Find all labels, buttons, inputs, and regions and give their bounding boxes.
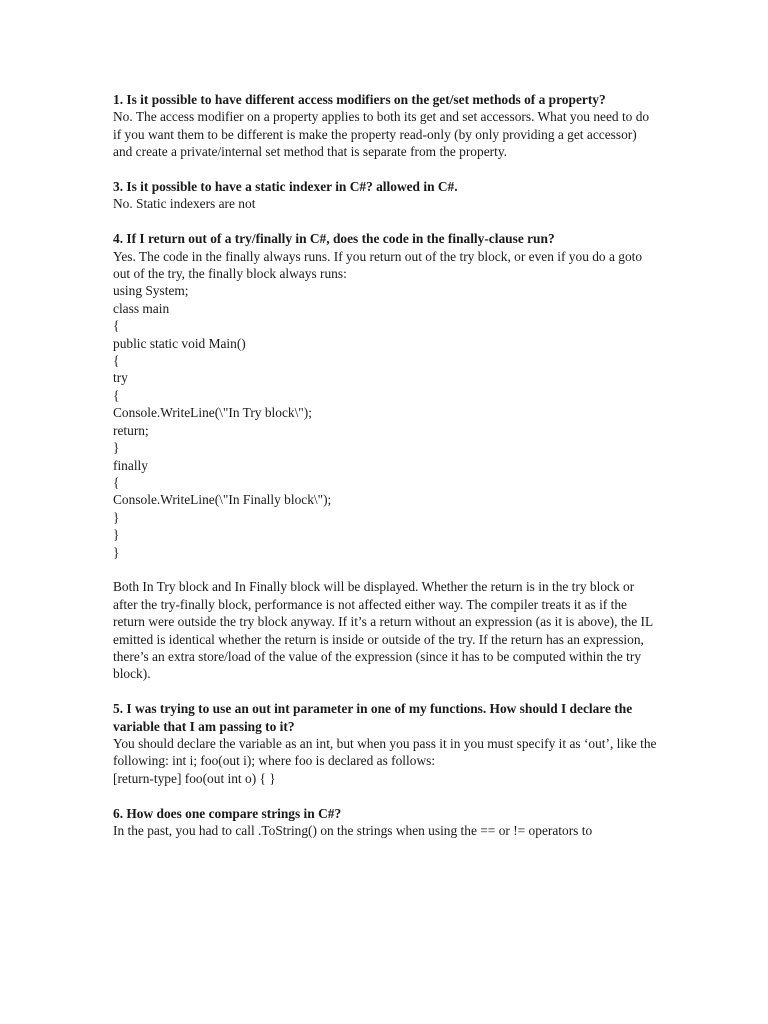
question-3: 3. Is it possible to have a static indexer in C#? allowed in C#. bbox=[113, 179, 458, 195]
code-line: } bbox=[113, 544, 120, 560]
code-line: { bbox=[113, 474, 120, 490]
answer-5-signature: [return-type] foo(out int o) { } bbox=[113, 770, 276, 786]
code-line: } bbox=[113, 527, 120, 543]
answer-4: Yes. The code in the finally always runs. If you return out of the try block, or even if you do a goto out of the try, the finally block always runs: bbox=[113, 248, 643, 282]
question-1: 1. Is it possible to have different access modifiers on the get/set methods of a property? bbox=[113, 92, 606, 107]
code-line: } bbox=[113, 509, 120, 525]
code-line: public static void Main() bbox=[113, 335, 246, 351]
code-line: try bbox=[113, 370, 128, 386]
code-line: Console.WriteLine(\"In Try block\"); bbox=[113, 405, 312, 421]
spacer bbox=[113, 213, 658, 230]
code-line: Console.WriteLine(\"In Finally block\"); bbox=[113, 492, 332, 508]
question-6: 6. How does one compare strings in C#? bbox=[113, 805, 342, 821]
spacer bbox=[113, 683, 658, 700]
answer-1: No. The access modifier on a property applies to both its get and set accessors. What you need to do if you want them to be different is make the property read-only (by only providing a get accessor) and create a private/internal set method that is separate from the property. bbox=[113, 109, 650, 160]
code-line: class main bbox=[113, 300, 170, 316]
code-line: { bbox=[113, 387, 120, 403]
code-line: { bbox=[113, 318, 120, 334]
code-line: } bbox=[113, 440, 120, 456]
spacer bbox=[113, 787, 658, 804]
code-line: return; bbox=[113, 422, 149, 438]
code-line: using System; bbox=[113, 283, 189, 299]
answer-6: In the past, you had to call .ToString() on the strings when using the == or != operators to bbox=[113, 822, 593, 838]
code-line: finally bbox=[113, 457, 148, 473]
spacer bbox=[113, 561, 658, 578]
code-line: { bbox=[113, 353, 120, 369]
answer-5: You should declare the variable as an int, but when you pass it in you must specify it as ‘out’, like the following: int i; foo(out i); where foo is declared as follows: bbox=[113, 735, 657, 769]
question-5: 5. I was trying to use an out int parameter in one of my functions. How should I declare the variable that I am passing to it? bbox=[113, 701, 633, 734]
document-body bbox=[113, 91, 658, 839]
answer-3: No. Static indexers are not bbox=[113, 196, 256, 212]
question-4: 4. If I return out of a try/finally in C#, does the code in the finally-clause run? bbox=[113, 231, 555, 247]
answer-4-explanation: Both In Try block and In Finally block will be displayed. Whether the return is in the try block or after the try-finally block, performance is not affected either way. The compiler treats it as if the return were outside the try block anyway. If it’s a return without an expression (as it is above), the IL emitted is identical whether the return is inside or outside of the try. If the return has an expression, there’s an extra store/load of the value of the expression (since it has to be computed within the try block). bbox=[113, 579, 653, 682]
spacer bbox=[113, 161, 658, 178]
code-block bbox=[113, 282, 658, 561]
